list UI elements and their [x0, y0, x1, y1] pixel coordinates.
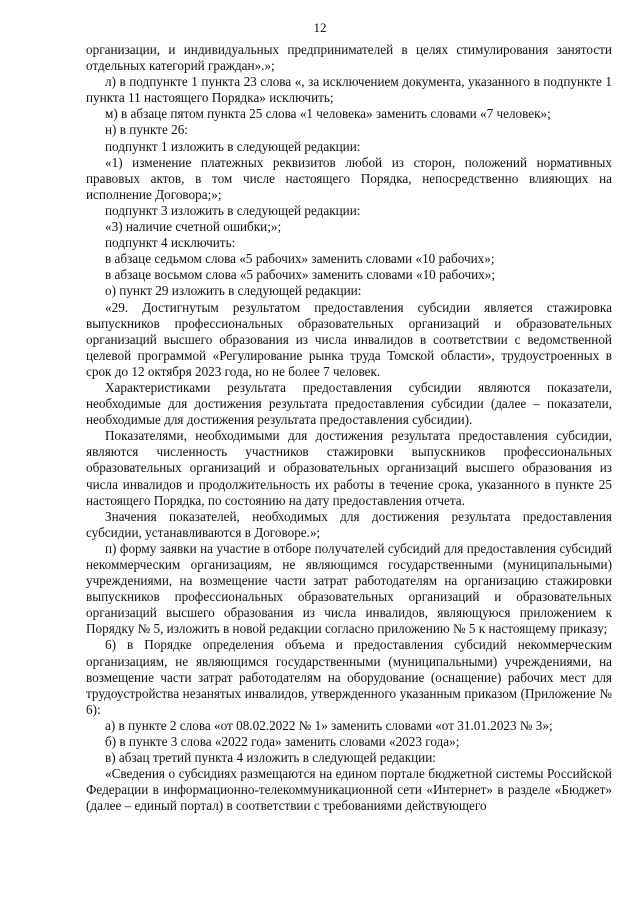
paragraph: подпункт 1 изложить в следующей редакции:: [105, 138, 361, 154]
paragraph: Характеристиками результата предоставления субсидии являются показатели, необходимые для достижения результата предоставления субсидии (далее – показатели, необходимые для достижения результата предоставления субсидии).: [86, 379, 612, 428]
paragraph: «1) изменение платежных реквизитов любой из сторон, положений нормативных правовых актов, в том числе настоящего Порядка, непосредственно влияющих на исполнение Договора;»;: [86, 154, 612, 202]
document-body: [86, 42, 612, 815]
paragraph: «3) наличие счетной ошибки;»;: [105, 219, 282, 235]
paragraph: а) в пункте 2 слова «от 08.02.2022 № 1» заменить словами «от 31.01.2023 № 3»;: [105, 717, 553, 733]
paragraph: 6) в Порядке определения объема и предоставления субсидий некоммерческим организациям, не являющимся государственными (муниципальными) учреждениями, на возмещение части затрат работодателям на оборудование (оснащение) рабочих мест для трудоустройства незанятых инвалидов, утвержденного указанным приказом (Приложение № 6):: [86, 637, 612, 717]
paragraph: организации, и индивидуальных предпринимателей в целях стимулирования занятости отдельных категорий граждан».»;: [86, 42, 612, 74]
paragraph: п) форму заявки на участие в отборе получателей субсидий для предоставления субсидий некоммерческим организациям, не являющимся государственными (муниципальными) учреждениями, на возмещение части затрат работодателям на организацию стажировки выпускников профессиональных образовательных организаций и образовательных организаций высшего образования из числа инвалидов, являющуюся приложением к Порядку № 5, изложить в новой редакции согласно приложению № 5 к настоящему приказу;: [86, 540, 612, 637]
paragraph: Показателями, необходимыми для достижения результата предоставления субсидии, являются численность участников стажировки выпускников профессиональных образовательных организаций и образовательных организаций высшего образования из числа инвалидов и продолжительность их работы в течение срока, указанного в пункте 25 настоящего Порядка, по состоянию на дату предоставления отчета.: [86, 428, 612, 508]
paragraph: в абзаце восьмом слова «5 рабочих» заменить словами «10 рабочих»;: [105, 267, 496, 283]
paragraph: «Сведения о субсидиях размещаются на едином портале бюджетной системы Российской Федерации в информационно-телекоммуникационной сети «Интернет» в разделе «Бюджет» (далее – единый портал) в соответствии с требованиями действующего: [86, 766, 612, 814]
paragraph: подпункт 3 изложить в следующей редакции:: [105, 202, 361, 218]
paragraph: м) в абзаце пятом пункта 25 слова «1 человека» заменить словами «7 человек»;: [105, 106, 551, 122]
page-number: 12: [313, 20, 327, 35]
paragraph: н) в пункте 26:: [105, 122, 188, 138]
paragraph: б) в пункте 3 слова «2022 года» заменить словами «2023 года»;: [105, 734, 460, 750]
paragraph: в абзаце седьмом слова «5 рабочих» заменить словами «10 рабочих»;: [105, 251, 495, 267]
paragraph: «29. Достигнутым результатом предоставления субсидии является стажировка выпускников профессиональных образовательных организаций и образовательных организаций высшего образования из числа инвалидов в соответствии с ведомственной целевой программой «Регулирование рынка труда Томской области», трудоустроенных в срок до 12 октября 2023 года, но не более 7 человек.: [86, 299, 612, 379]
paragraph: о) пункт 29 изложить в следующей редакции:: [105, 283, 362, 299]
paragraph: подпункт 4 исключить:: [105, 235, 236, 251]
paragraph: л) в подпункте 1 пункта 23 слова «, за исключением документа, указанного в подпункте 1 пункта 11 настоящего Порядка» исключить;: [86, 74, 612, 106]
paragraph: в) абзац третий пункта 4 изложить в следующей редакции:: [105, 750, 436, 766]
paragraph: Значения показателей, необходимых для достижения результата предоставления субсидии, устанавливаются в Договоре.»;: [86, 508, 612, 540]
